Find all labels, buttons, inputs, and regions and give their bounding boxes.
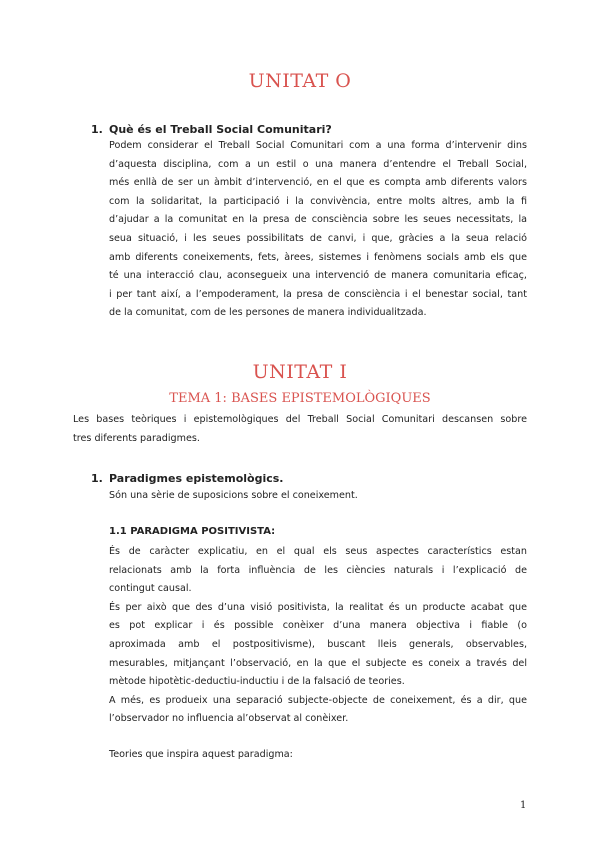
section-heading: Paradigmes epistemològics. xyxy=(109,472,284,485)
paragraph-line: A més, es produeix una separació subjecte-objecte de coneixement, és a dir, que xyxy=(109,694,527,706)
paragraph-line: i per tant així, a l’empoderament, la presa de consciència i el benestar social, tant xyxy=(109,288,527,300)
paragraph-line: com la solidaritat, la participació i la convivència, entre molts altres, amb la fi xyxy=(109,195,527,207)
unit-1-intro xyxy=(73,411,527,448)
paragraph-line: més enllà de ser un àmbit d’intervenció, en el que es compta amb diferents valors xyxy=(109,177,527,189)
paragraph-line: d’ajudar a la comunitat en la presa de consciència sobre les seues necessitats, la xyxy=(109,214,527,226)
paragraph-line: Les bases teòriques i epistemològiques del Treball Social Comunitari descansen sobre xyxy=(73,414,527,425)
section-heading: Què és el Treball Social Comunitari? xyxy=(109,123,332,136)
paragraph-line: l’observador no influencia al’observat al conèixer. xyxy=(109,713,349,725)
paragraph-line: de la comunitat, com de les persones de manera individualitzada. xyxy=(109,307,427,319)
unit-1-title: UNITAT I xyxy=(252,361,348,383)
section-number: 1. xyxy=(91,472,103,485)
paragraph-line: És per això que des d’una visió positivista, la realitat és un producte acabat que xyxy=(109,601,527,613)
paragraph-line: És de caràcter explicatiu, en el qual els seus aspectes característics estan xyxy=(109,546,527,557)
page-number: 1 xyxy=(520,800,527,811)
section-text: Són una sèrie de suposicions sobre el coneixement. xyxy=(109,490,358,501)
paragraph-line: mesurables, mitjançant l’observació, en la que el subjecte es coneix a través del xyxy=(109,657,527,669)
subsection-heading: 1.1 PARADIGMA POSITIVISTA: xyxy=(109,526,276,537)
paragraph-line: seua situació, i les seues possibilitats de canvi, i que, gràcies a la seua relació xyxy=(109,232,527,244)
unit-0-paragraph xyxy=(109,137,527,323)
paragraph-line: d’aquesta disciplina, com a un estil o una manera d’entendre el Treball Social, xyxy=(109,158,527,170)
paragraph-line: es pot explicar i és possible conèixer d’una manera objectiva i fiable (o xyxy=(109,620,527,632)
paragraph-line: té una interacció clau, aconsegueix una intervenció de manera comunitaria eficaç, xyxy=(109,270,527,282)
positivist-paragraph xyxy=(109,543,527,729)
theories-text: Teories que inspira aquest paradigma: xyxy=(109,749,293,760)
paragraph-line: contingut causal. xyxy=(109,583,192,595)
paragraph-line: mètode hipotètic-deductiu-inductiu i de la falsació de teories. xyxy=(109,676,405,688)
paragraph-line: tres diferents paradigmes. xyxy=(73,432,200,444)
paragraph-line: amb diferents coneixements, fets, àrees, sistemes i fenòmens socials amb els que xyxy=(109,251,527,263)
paragraph-line: relacionats amb la forta influència de les ciències naturals i l’explicació de xyxy=(109,564,527,576)
tema-title: TEMA 1: BASES EPISTEMOLÒGIQUES xyxy=(169,391,431,406)
unit-0-title: UNITAT O xyxy=(248,70,352,92)
paragraph-line: Podem considerar el Treball Social Comunitari com a una forma d’intervenir dins xyxy=(109,140,527,151)
section-number: 1. xyxy=(91,123,103,136)
paragraph-line: aproximada amb el postpositivisme), buscant lleis generals, observables, xyxy=(109,638,527,650)
